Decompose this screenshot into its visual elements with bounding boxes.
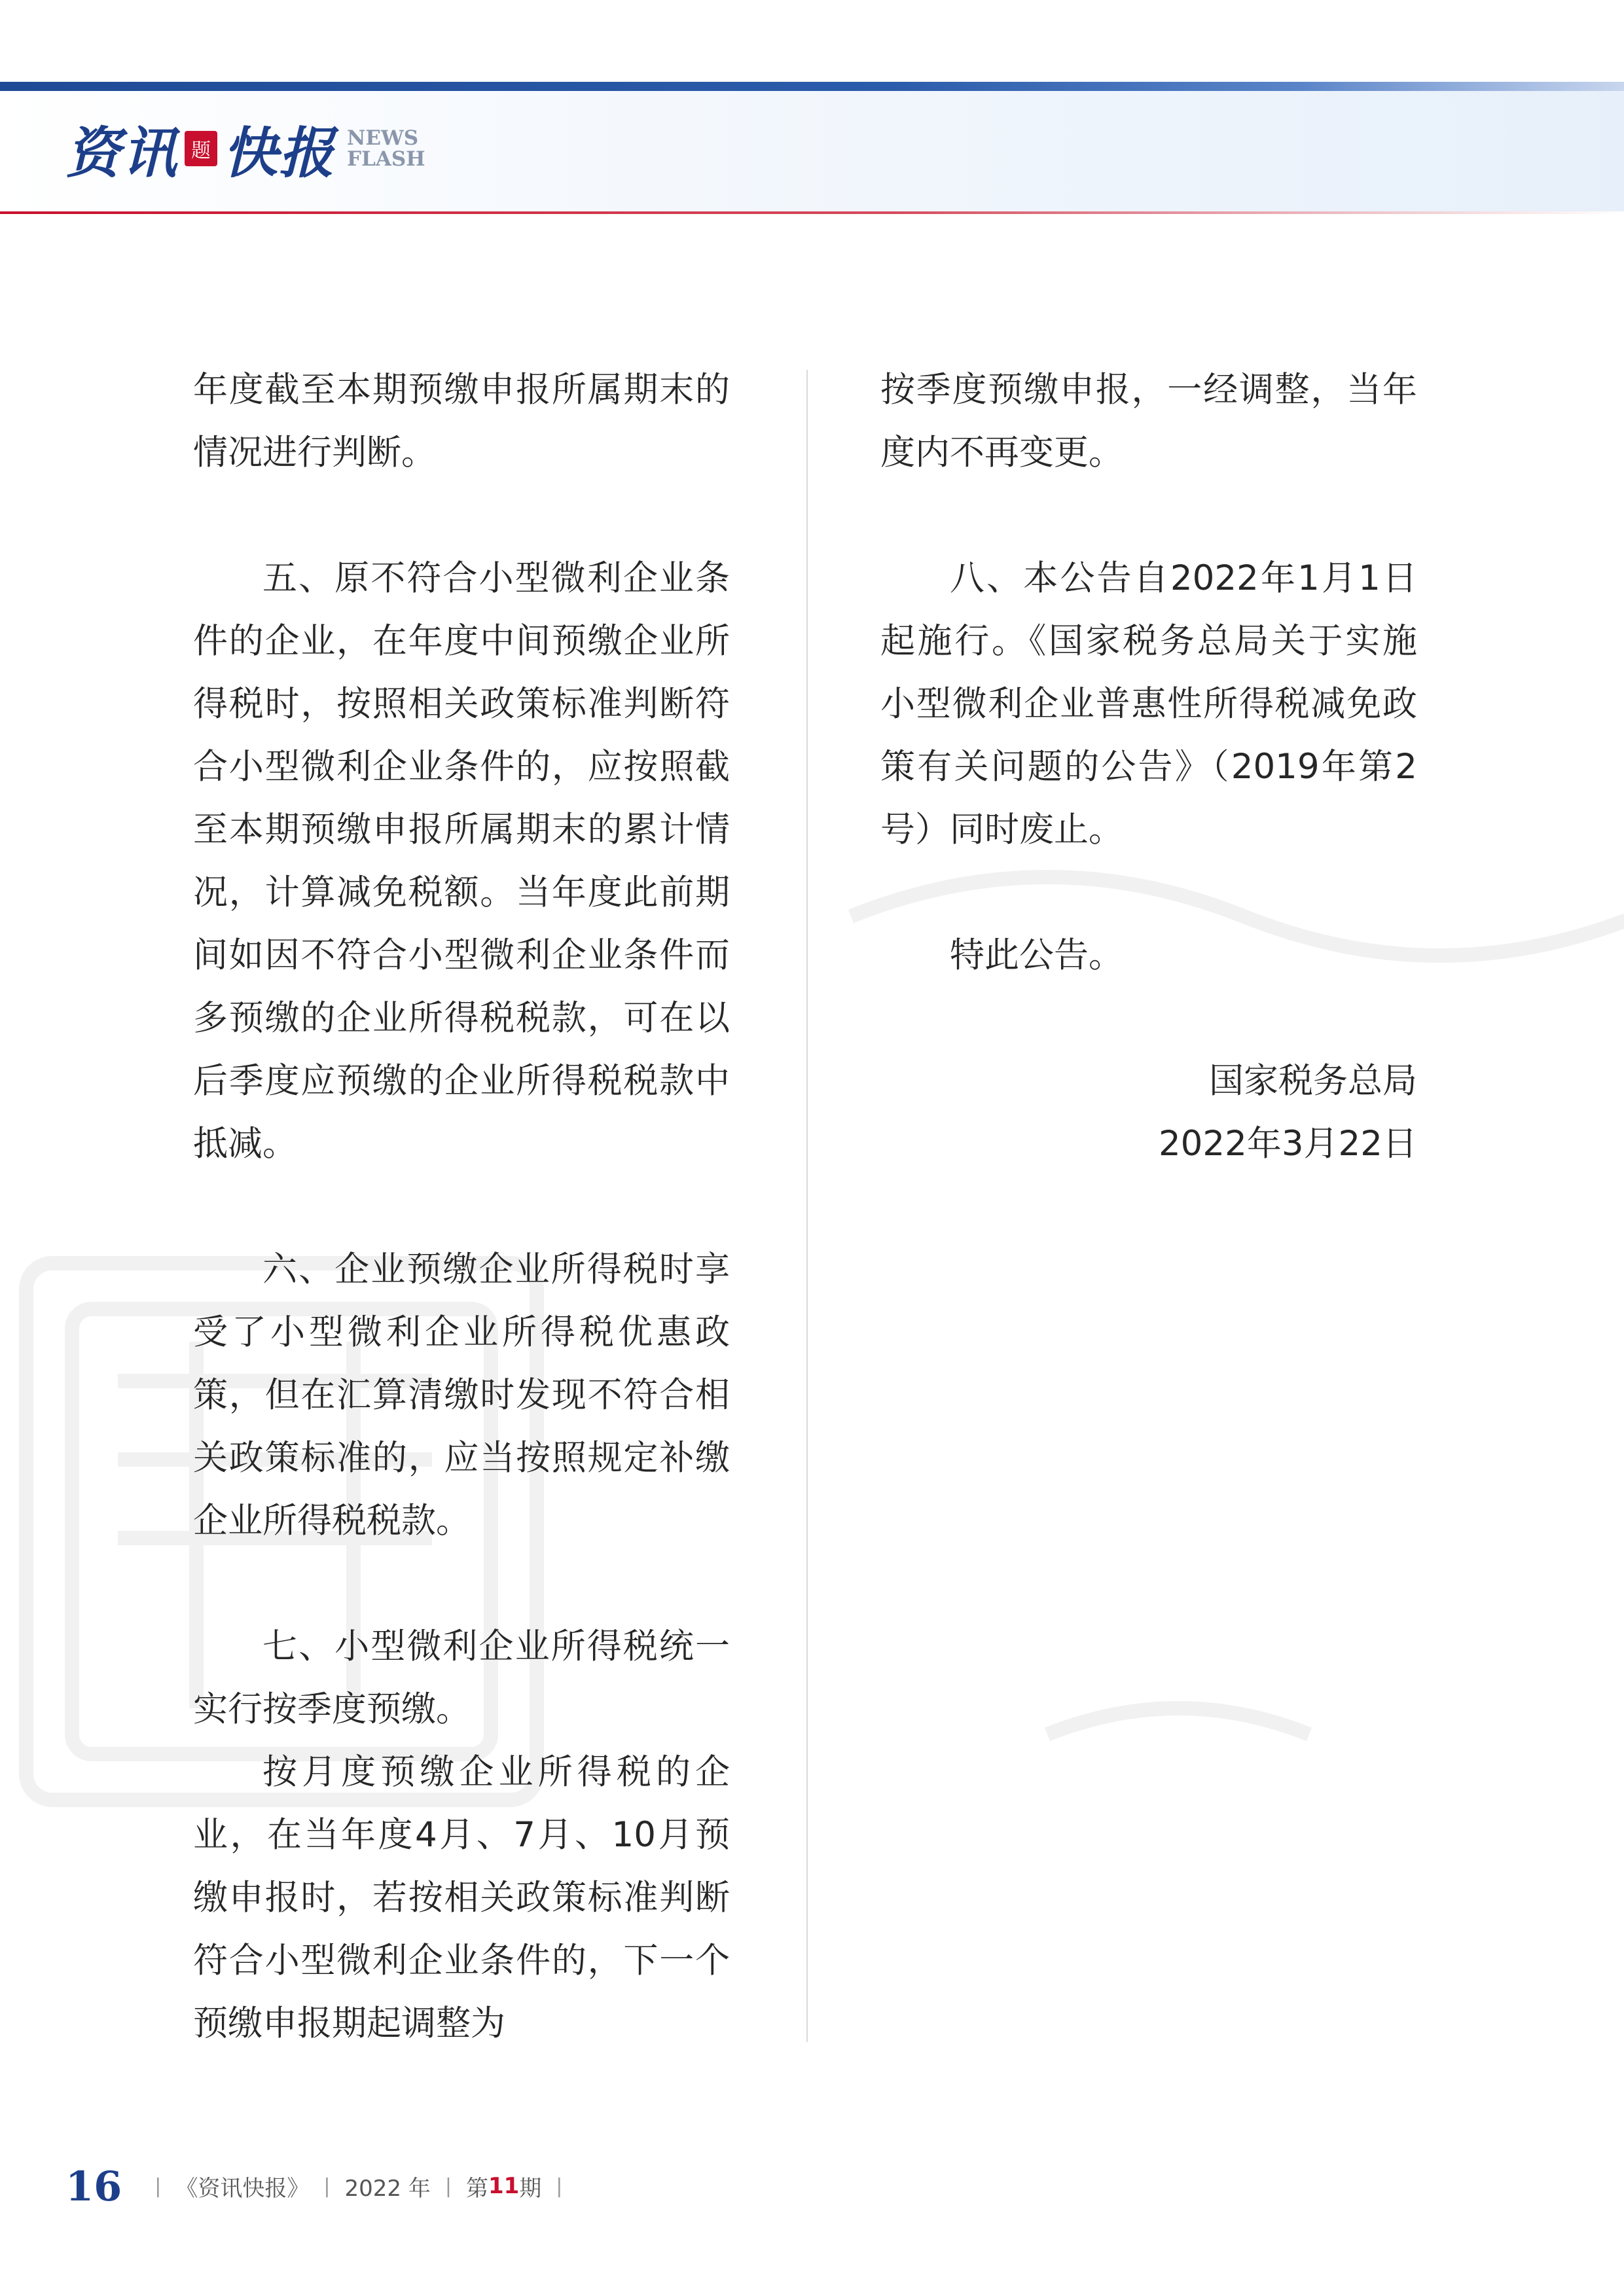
right-paragraph-closing: 特此公告。 xyxy=(950,935,1123,975)
right-column xyxy=(880,359,1417,1175)
left-paragraph-5: 五、原不符合小型微利企业条件的企业，在年度中间预缴企业所得税时，按照相关政策标准判断符合小型微利企业条件的，应按照截至本期预缴申报所属期末的累计情况，计算减免税额。当年度此前期间如因不符合小型微利企业条件而多预缴的企业所得税税款，可在以后季度应预缴的企业所得税税款中抵减。 xyxy=(193,558,730,1164)
left-paragraph-6: 六、企业预缴企业所得税时享受了小型微利企业所得税优惠政策，但在汇算清缴时发现不符合相关政策标准的，应当按照规定补缴企业所得税税款。 xyxy=(193,1249,730,1541)
masthead-english-line2: FLASH xyxy=(347,147,425,171)
footer-issue-suffix: 期 xyxy=(519,2175,542,2202)
header-red-rule xyxy=(0,211,1624,214)
left-column xyxy=(193,359,730,2055)
right-paragraph-1: 按季度预缴申报，一经调整，当年度内不再变更。 xyxy=(880,370,1417,473)
header-top-bar xyxy=(0,82,1624,91)
page-footer: 16 | 《资讯快报》 | 2022 年 | 第 11 期 | xyxy=(65,2162,563,2210)
footer-publication: 《资讯快报》 xyxy=(175,2175,310,2202)
footer-issue-number: 11 xyxy=(488,2173,520,2199)
masthead-logo xyxy=(65,113,425,185)
left-paragraph-1: 年度截至本期预缴申报所属期末的情况进行判断。 xyxy=(193,370,730,473)
column-divider xyxy=(806,370,808,2042)
left-paragraph-7b: 按月度预缴企业所得税的企业，在当年度4月、7月、10月预缴申报时，若按相关政策标准判断符合小型微利企业条件的，下一个预缴申报期起调整为 xyxy=(193,1752,730,2043)
page-number: 16 xyxy=(65,2162,122,2210)
signature-org: 国家税务总局 xyxy=(1209,1061,1417,1101)
right-paragraph-8: 八、本公告自2022年1月1日起施行。《国家税务总局关于实施小型微利企业普惠性所得税减免政策有关问题的公告》（2019年第2号）同时废止。 xyxy=(880,558,1417,850)
masthead-english-line1: NEWS xyxy=(347,126,419,150)
masthead-title-part1: 资讯 xyxy=(65,120,179,185)
masthead-seal: 题 xyxy=(185,131,217,166)
footer-issue-prefix: 第 xyxy=(465,2175,488,2202)
footer-year: 2022 年 xyxy=(344,2175,431,2202)
masthead-title-part2: 快报 xyxy=(223,120,336,185)
left-paragraph-7: 七、小型微利企业所得税统一实行按季度预缴。 xyxy=(193,1626,730,1729)
signature-date: 2022年3月22日 xyxy=(1158,1124,1417,1164)
masthead-english xyxy=(347,128,425,170)
